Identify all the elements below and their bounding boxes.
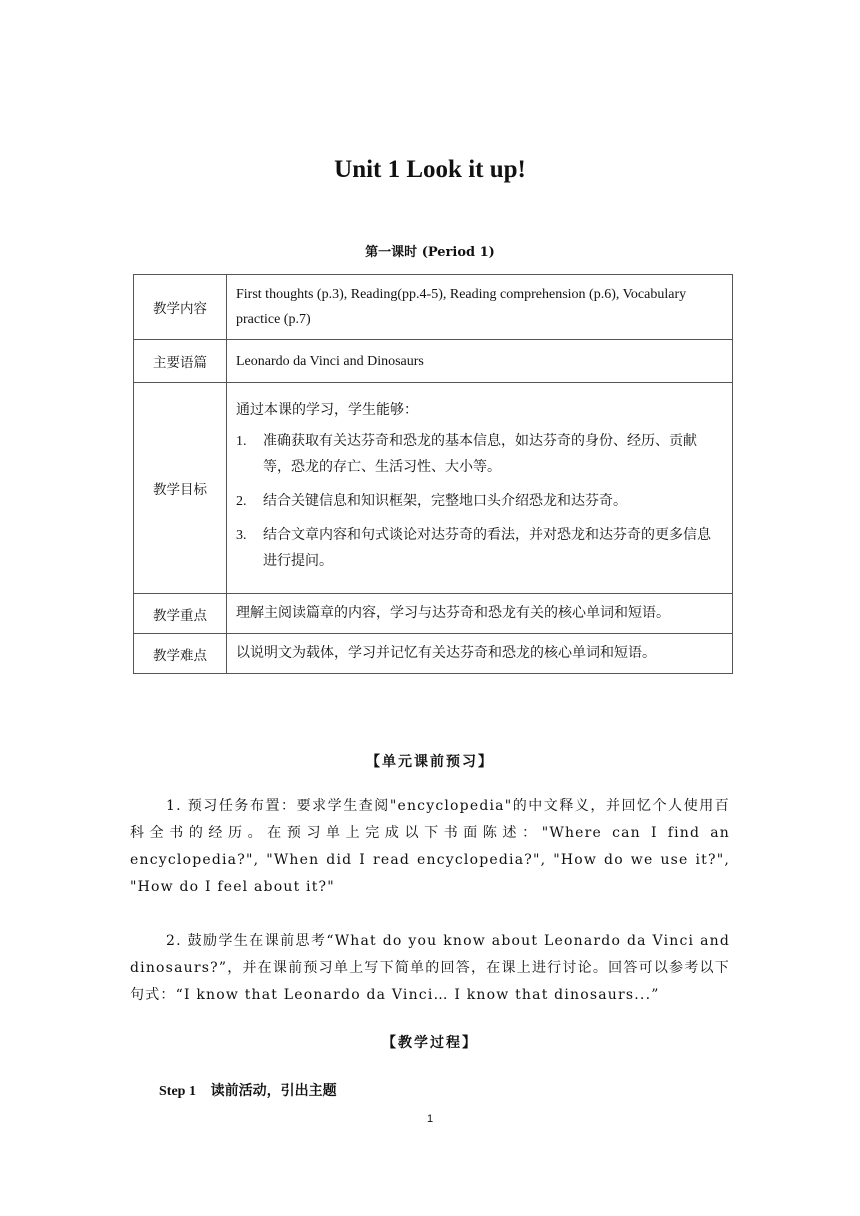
table-row: [134, 340, 733, 383]
list-item: [236, 429, 732, 481]
preview-paragraph-1: 1. 预习任务布置：要求学生查阅"encyclopedia"的中文释义，并回忆个人使用百科全书的经历。在预习单上完成以下书面陈述："Where can I find an encyclopedia?", "When did I read encyclopedia?", "How do we use it?", "How do I feel about it?": [130, 798, 730, 895]
row-label: 教学目标: [134, 383, 227, 594]
step-number: Step 1: [159, 1084, 196, 1099]
item-number: 1.: [236, 433, 247, 449]
objectives-cell: [227, 383, 733, 594]
item-text: 结合关键信息和知识框架，完整地口头介绍恐龙和达芬奇。: [263, 493, 627, 509]
objectives-list: [236, 429, 732, 575]
step-title: 读前活动，引出主题: [210, 1083, 337, 1099]
document-title: Unit 1 Look it up!: [334, 156, 526, 183]
table-row: [134, 594, 733, 634]
table-row: [134, 275, 733, 340]
list-item: [236, 489, 732, 515]
process-heading: 【教学过程】: [382, 1035, 478, 1051]
row-value: 以说明文为载体，学习并记忆有关达芬奇和恐龙的核心单词和短语。: [227, 634, 733, 674]
row-value: Leonardo da Vinci and Dinosaurs: [227, 340, 733, 383]
lesson-plan-table: [133, 274, 733, 674]
row-label: 教学重点: [134, 594, 227, 634]
item-number: 2.: [236, 493, 247, 509]
item-text: 结合文章内容和句式谈论对达芬奇的看法，并对恐龙和达芬奇的更多信息进行提问。: [263, 527, 711, 569]
row-value: First thoughts (p.3), Reading(pp.4-5), Reading comprehension (p.6), Vocabulary practice (p.7): [227, 275, 733, 340]
table-row: [134, 634, 733, 674]
item-text: 准确获取有关达芬奇和恐龙的基本信息，如达芬奇的身份、经历、贡献等，恐龙的存亡、生活习性、大小等。: [263, 433, 697, 475]
preview-heading: 【单元课前预习】: [366, 754, 494, 770]
item-number: 3.: [236, 527, 247, 543]
list-item: [236, 523, 732, 575]
period-subtitle: 第一课时 (Period 1): [365, 245, 495, 260]
row-label: 教学内容: [134, 275, 227, 340]
page-number: 1: [426, 1113, 434, 1125]
row-value: 理解主阅读篇章的内容，学习与达芬奇和恐龙有关的核心单词和短语。: [227, 594, 733, 634]
table-row: [134, 383, 733, 594]
row-label: 主要语篇: [134, 340, 227, 383]
row-label: 教学难点: [134, 634, 227, 674]
step-heading: [159, 1080, 337, 1100]
objectives-intro: 通过本课的学习，学生能够：: [236, 402, 418, 418]
preview-paragraph-2: 2. 鼓励学生在课前思考“What do you know about Leonardo da Vinci and dinosaurs?”，并在课前预习单上写下简单的回答，在课上进行讨论。回答可以参考以下句式：“I know that Leonardo da Vinci… I know that dinosaurs...”: [130, 933, 730, 1003]
